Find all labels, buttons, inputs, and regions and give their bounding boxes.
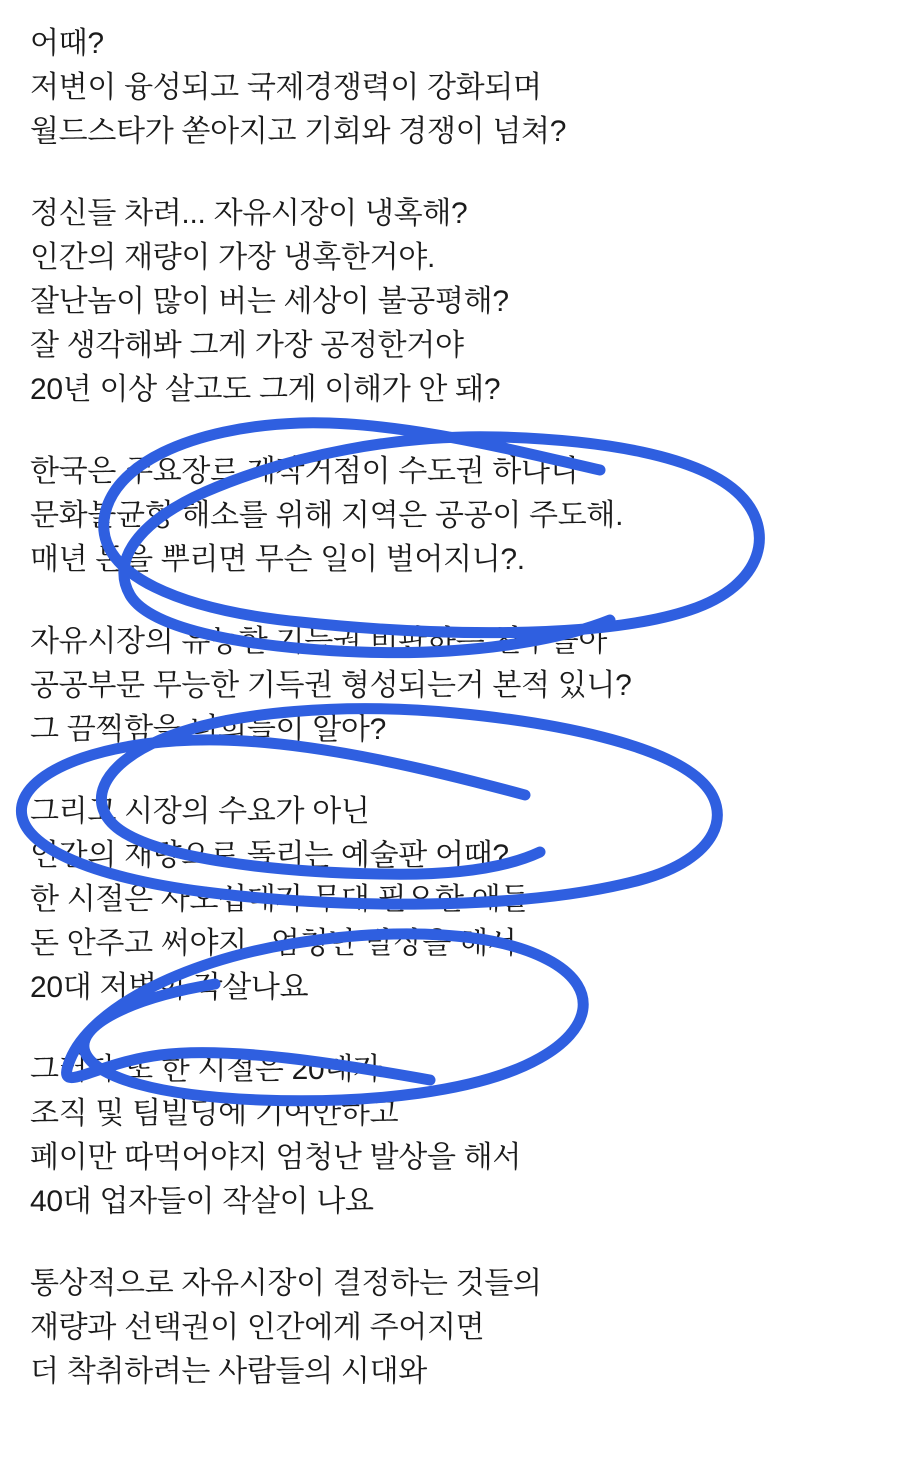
text-line: 통상적으로 자유시장이 결정하는 것들의 [30, 1267, 542, 1300]
text-line: 그리고 시장의 수요가 아닌 [30, 795, 370, 828]
text-line: 그 끔찍함을 너희들이 알아? [30, 713, 386, 746]
paragraph-6 [30, 1048, 870, 1224]
text-line: 문화불균형 해소를 위해 지역은 공공이 주도해. [30, 499, 624, 532]
paragraph-7 [30, 1262, 870, 1394]
text-line: 정신들 차려... 자유시장이 냉혹해? [30, 197, 468, 230]
text-line: 한국은 주요장르 제작거점이 수도권 하나니 [30, 455, 579, 488]
paragraph-5 [30, 790, 870, 1010]
text-line: 20년 이상 살고도 그게 이해가 안 돼? [30, 373, 501, 406]
text-line: 매년 돈을 뿌리면 무슨 일이 벌어지니?. [30, 543, 525, 576]
text-line: 어때? [30, 27, 104, 60]
text-line: 자유시장의 유능한 기득권 비판하는 친구들아 [30, 625, 608, 658]
text-line: 잘난놈이 많이 버는 세상이 불공평해? [30, 285, 509, 318]
text-line: 20대 저변이 작살나요 [30, 971, 309, 1004]
text-line: 인간의 재량으로 돌리는 예술판 어때? [30, 839, 509, 872]
text-line: 40대 업자들이 작살이 나요 [30, 1185, 374, 1218]
text-line: 더 착취하려는 사람들의 시대와 [30, 1355, 427, 1388]
text-line: 돈 안주고 써야지...엄청난 발상을 해서 [30, 927, 517, 960]
text-line: 공공부문 무능한 기득권 형성되는거 본적 있니? [30, 669, 632, 702]
text-line: 월드스타가 쏟아지고 기회와 경쟁이 넘쳐? [30, 115, 567, 148]
text-line: 페이만 따먹어야지 엄청난 발상을 해서 [30, 1141, 522, 1174]
text-line: 한 시절은 사오십대가 무대 필요한 애들 [30, 883, 530, 916]
text-line: 그러다 또 한 시절은 20대가 [30, 1053, 382, 1086]
text-line: 인간의 재량이 가장 냉혹한거야. [30, 241, 435, 274]
text-line: 조직 및 팀빌딩에 기여안하고 [30, 1097, 399, 1130]
paragraph-2 [30, 192, 870, 412]
paragraph-4 [30, 620, 870, 752]
text-line: 저변이 융성되고 국제경쟁력이 강화되며 [30, 71, 542, 104]
text-line: 잘 생각해봐 그게 가장 공정한거야 [30, 329, 464, 362]
text-line: 재량과 선택권이 인간에게 주어지면 [30, 1311, 485, 1344]
paragraph-3 [30, 450, 870, 582]
paragraph-1 [30, 22, 870, 154]
